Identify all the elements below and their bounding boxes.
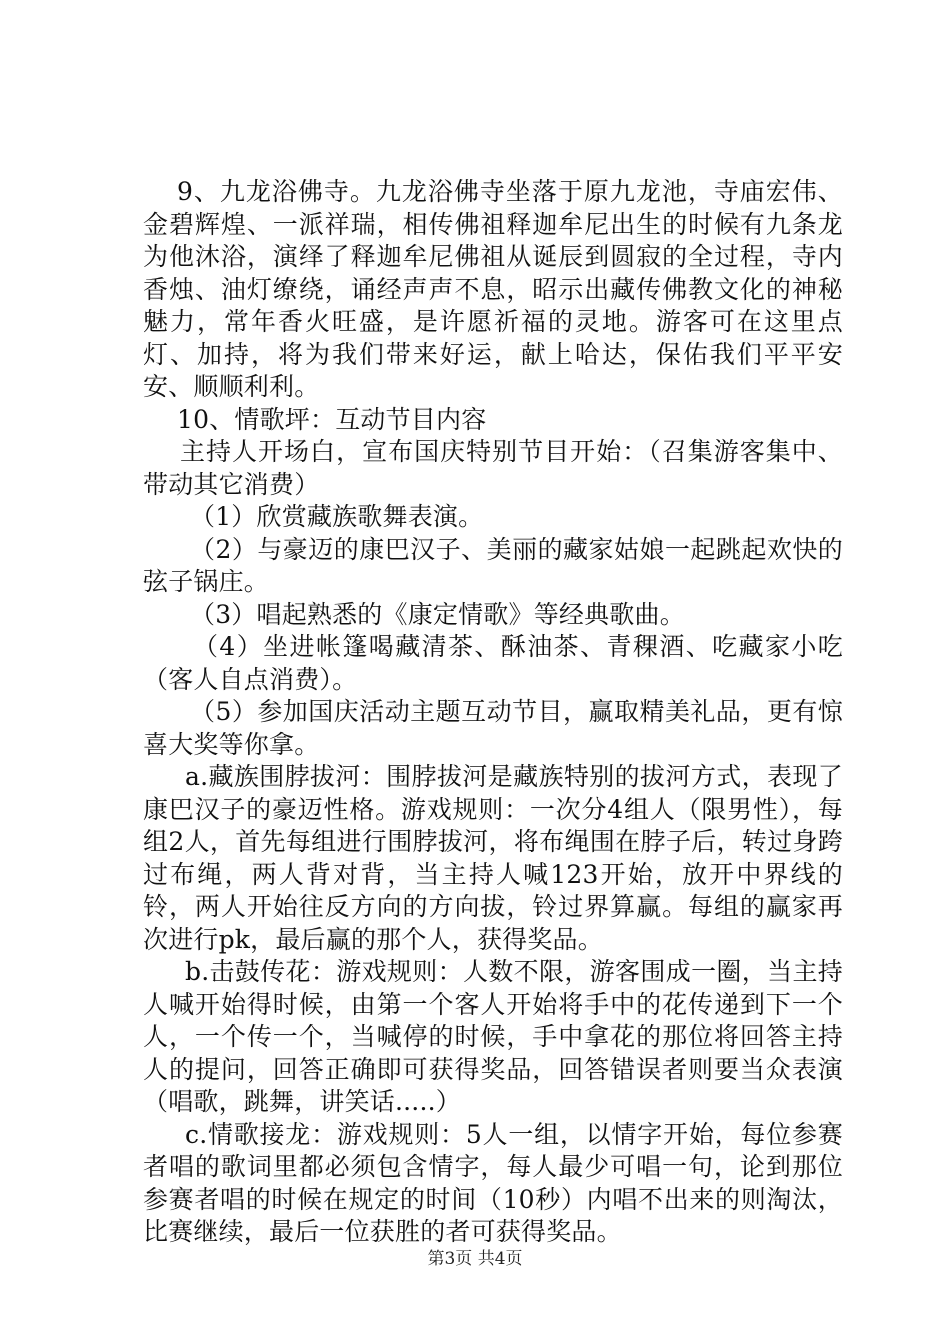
paragraph-item-2: （2）与豪迈的康巴汉子、美丽的藏家姑娘一起跳起欢快的弦子锅庄。 — [143, 534, 843, 596]
paragraph-game-a: a.藏族围脖拔河：围脖拔河是藏族特别的拔河方式，表现了康巴汉子的豪迈性格。游戏规则：一次分4组人（限男性），每组2人，首先每组进行围脖拔河，将布绳围在脖子后，转过身跨过布绳，两人背对背，当主持人喊123开始，放开中界线的铃，两人开始往反方向的方向拔，铃过界算赢。每组的赢家再次进行pk，最后赢的那个人，获得奖品。 — [143, 762, 843, 954]
paragraph-game-b: b.击鼓传花：游戏规则：人数不限，游客围成一圈，当主持人喊开始得时候，由第一个客人开始将手中的花传递到下一个人，一个传一个，当喊停的时候，手中拿花的那位将回答主持人的提问，回答正确即可获得奖品，回答错误者则要当众表演（唱歌，跳舞，讲笑话.....） — [143, 957, 843, 1116]
paragraph-item-5: （5）参加国庆活动主题互动节目，赢取精美礼品，更有惊喜大奖等你拿。 — [143, 697, 843, 759]
paragraph-item-1: （1）欣赏藏族歌舞表演。 — [190, 502, 484, 531]
paragraph-love-song-heading: 10、情歌坪：互动节目内容 — [177, 404, 487, 434]
paragraph-game-c: c.情歌接龙：游戏规则：5人一组，以情字开始，每位参赛者唱的歌词里都必须包含情字，每人最少可唱一句，论到那位参赛者唱的时候在规定的时间（10秒）内唱不出来的则淘汰，比赛继续，最后一位获胜的者可获得奖品。 — [143, 1119, 843, 1246]
document-body — [143, 176, 843, 1249]
paragraph-item-4: （4）坐进帐篷喝藏清茶、酥油茶、青稞酒、吃藏家小吃（客人自点消费）。 — [143, 632, 843, 694]
page-number-footer: 第3页 共4页 — [427, 1249, 523, 1269]
paragraph-host-opening: 主持人开场白，宣布国庆特别节目开始：（召集游客集中、带动其它消费） — [143, 437, 843, 499]
paragraph-item-3: （3）唱起熟悉的《康定情歌》等经典歌曲。 — [190, 599, 685, 629]
paragraph-jiulong-temple: 9、九龙浴佛寺。九龙浴佛寺坐落于原九龙池，寺庙宏伟、金碧辉煌、一派祥瑞，相传佛祖释迦牟尼出生的时候有九条龙为他沐浴，演绎了释迦牟尼佛祖从诞辰到圆寂的全过程，寺内香烛、油灯缭绕，诵经声声不息，昭示出藏传佛教文化的神秘魅力，常年香火旺盛，是许愿祈福的灵地。游客可在这里点灯、加持，将为我们带来好运，献上哈达，保佑我们平平安安、顺顺利利。 — [143, 177, 843, 401]
